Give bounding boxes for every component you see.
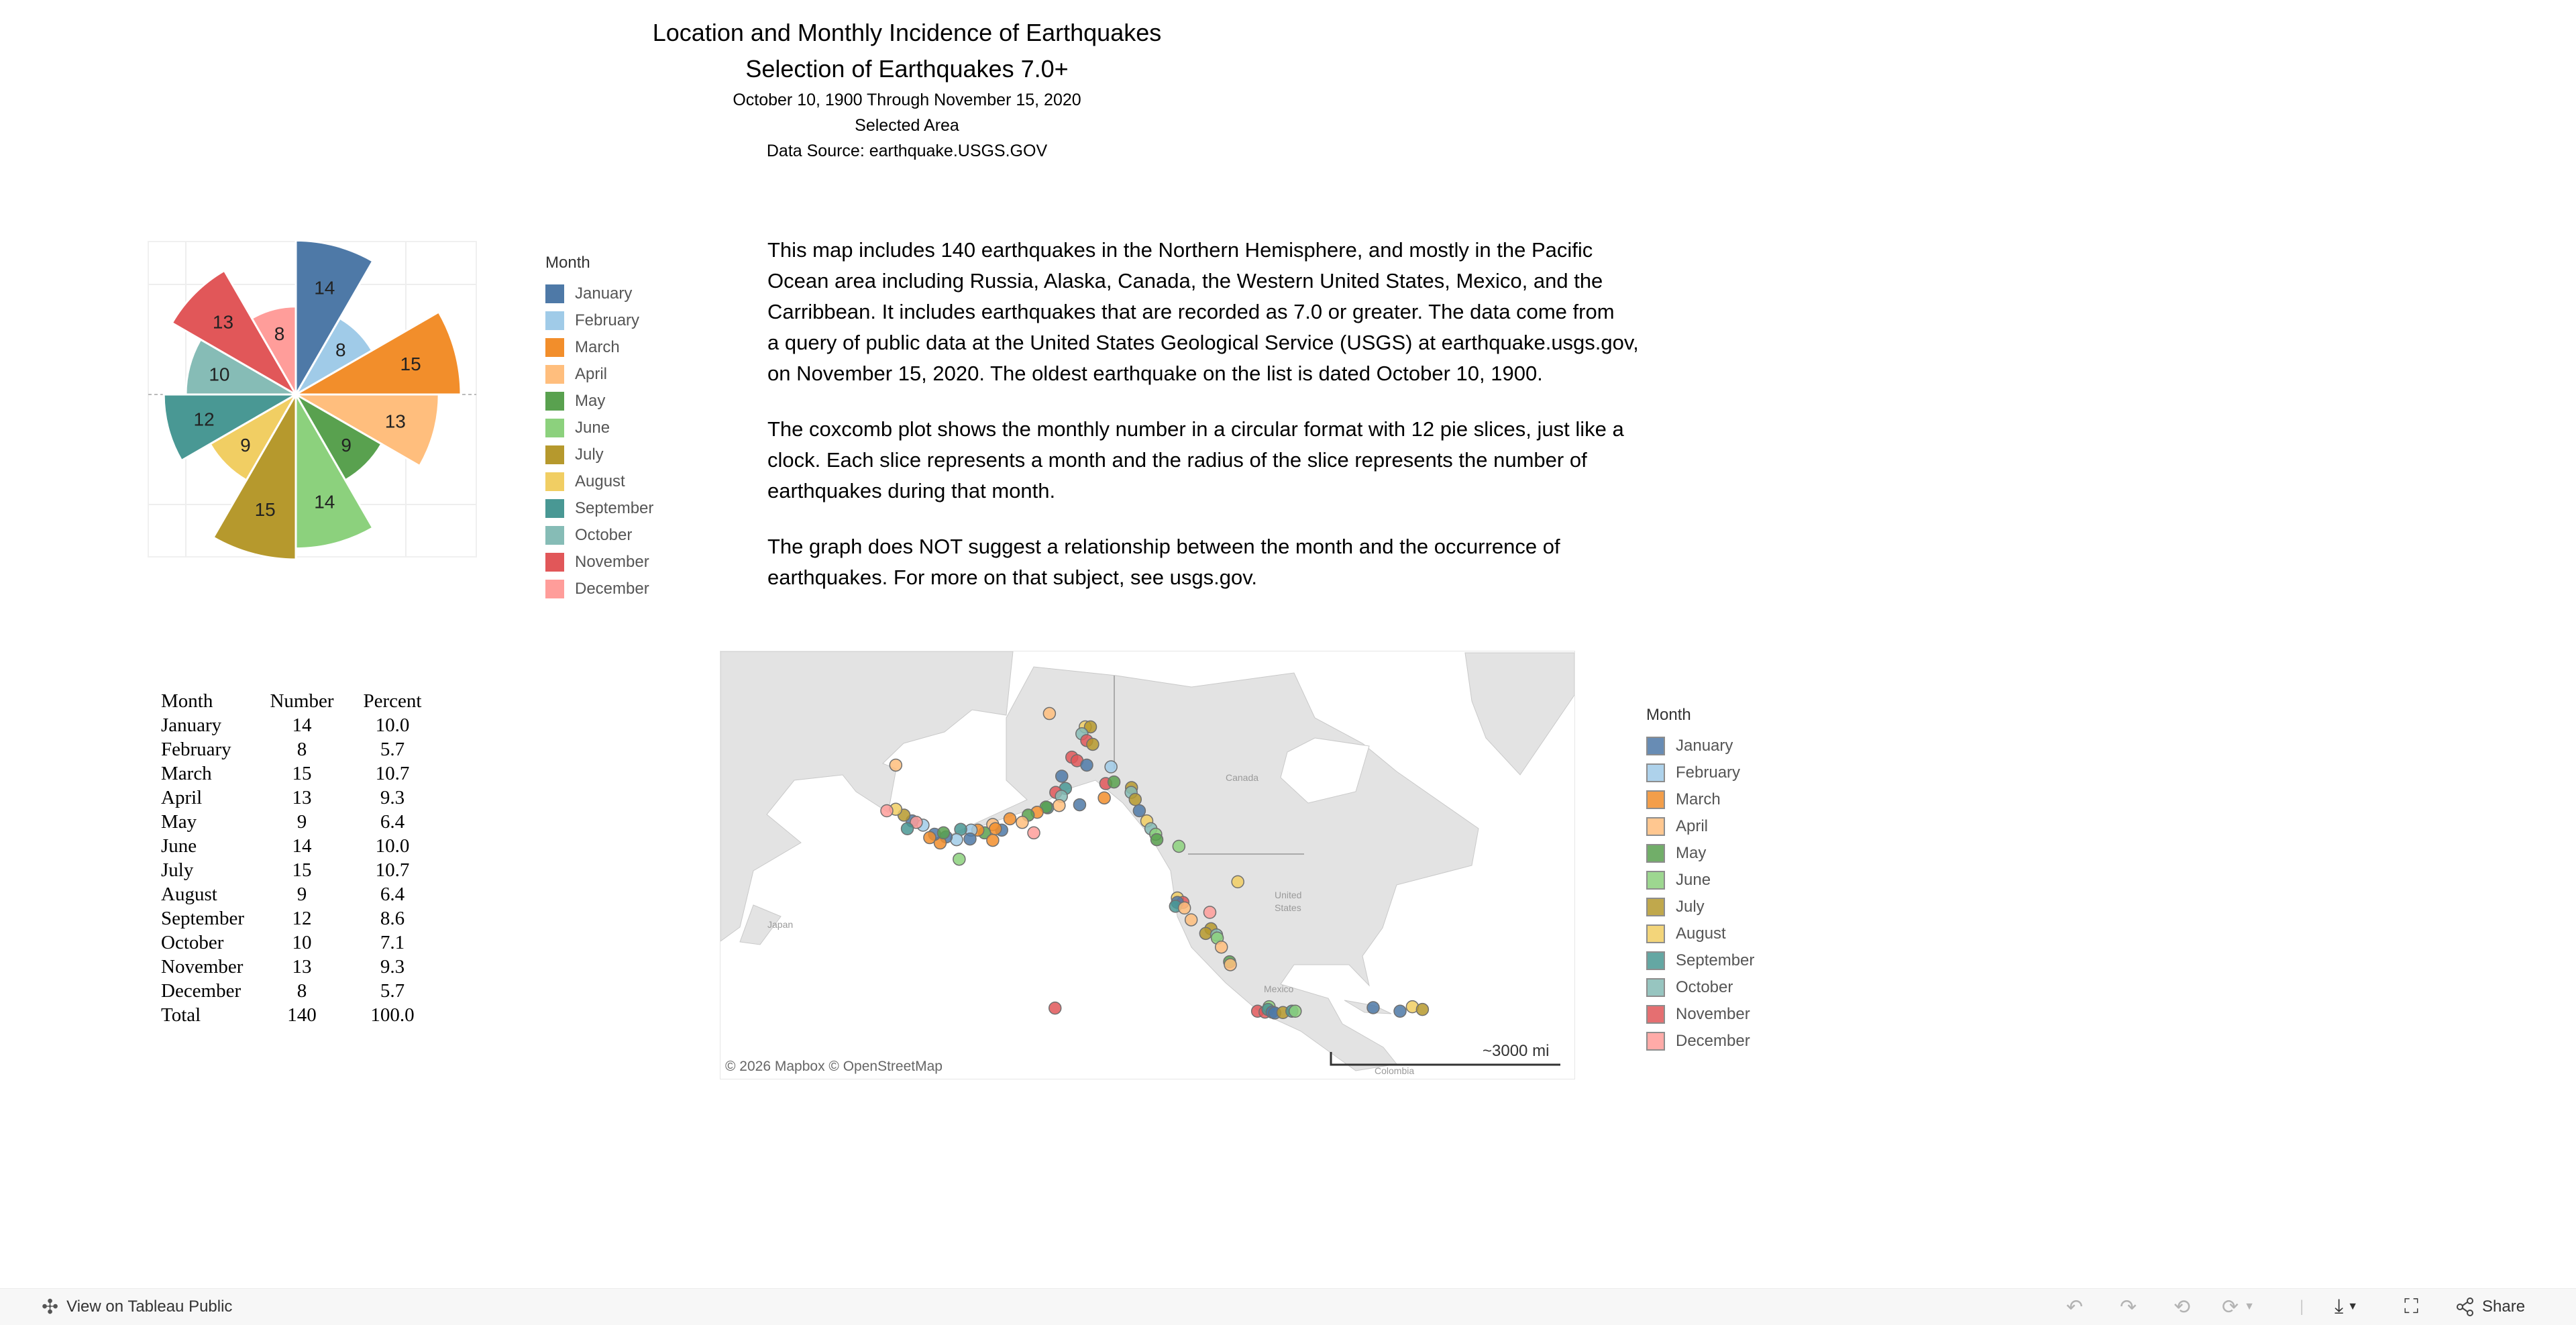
legend-label: November [1676,1005,1750,1023]
earthquake-point-march[interactable] [1004,812,1016,825]
earthquake-point-january[interactable] [1081,759,1093,771]
earthquake-point-april[interactable] [1216,941,1228,953]
legend-item-september[interactable] [545,495,653,522]
number-cell: 15 [292,859,312,881]
percent-cell: 100.0 [370,1004,415,1026]
earthquake-point-april[interactable] [1043,708,1055,720]
percent-cell: 5.7 [380,739,405,760]
number-cell: 10 [292,932,312,953]
month-cell: Total [161,1004,201,1026]
legend-label: January [575,284,633,303]
slice-label: 14 [314,277,335,299]
description-line: on November 15, 2020. The oldest earthquake on the list is dated October 10, 1900. [767,362,1543,385]
selected-area: Selected Area [855,116,959,135]
slice-label: 13 [212,311,234,333]
redo-icon: ↷ [2120,1295,2137,1318]
legend-label: October [1676,978,1733,996]
slice-label: 9 [240,435,251,456]
earthquake-point-july[interactable] [1087,738,1099,750]
earthquake-point-july[interactable] [1199,927,1212,939]
share-button[interactable] [2455,1289,2525,1325]
legend-label: August [1676,924,1726,943]
legend-label: December [575,580,649,598]
percent-cell: 10.0 [375,714,410,736]
earthquake-point-july[interactable] [1129,794,1141,806]
earthquake-point-august[interactable] [1232,876,1244,888]
percent-cell: 10.7 [375,763,410,784]
label-united: United [1275,890,1302,900]
percent-cell: 9.3 [380,787,405,808]
earthquake-point-march[interactable] [1098,792,1110,804]
legend-item-august[interactable] [1646,920,1754,947]
description-line: Ocean area including Russia, Alaska, Canada, the Western United States, Mexico, and the [767,269,1603,293]
legend-item-january[interactable] [1646,733,1754,759]
toolbar-divider: | [2300,1297,2304,1316]
legend-label: January [1676,737,1733,755]
download-icon: ⤓ [2334,1295,2344,1318]
percent-cell: 5.7 [380,980,405,1002]
legend-swatch [1646,737,1665,755]
description-line: clock. Each slice represents a month and the radius of the slice represents the number of [767,448,1587,472]
percent-cell: Percent [363,690,422,712]
earthquake-point-june[interactable] [1289,1005,1301,1017]
coxcomb-chart [0,0,510,604]
legend-item-november[interactable] [1646,1001,1754,1028]
legend-swatch [545,284,564,303]
redo-button[interactable] [2120,1289,2137,1325]
title-line: Location and Monthly Incidence of Earthquakes [652,19,1162,46]
legend-swatch [545,365,564,384]
earthquake-point-february[interactable] [1105,761,1117,773]
revert-icon: ⟲ [2174,1295,2191,1318]
legend-swatch [1646,817,1665,836]
legend-label: November [575,553,649,571]
legend-item-may[interactable] [545,388,653,415]
data-source: Data Source: earthquake.USGS.GOV [766,142,1048,160]
description-line: a query of public data at the United States Geological Service (USGS) at earthquake.usgs.gov, [767,331,1639,354]
chevron-down-icon: ▼ [2244,1301,2255,1312]
earthquake-map[interactable] [720,651,1575,1079]
table-row [161,906,443,931]
legend-item-august[interactable] [545,468,653,495]
slice-label: 13 [384,411,406,432]
table-row [161,882,443,906]
percent-cell: 10.7 [375,859,410,881]
map-canvas[interactable] [720,651,1574,1079]
earthquake-point-july[interactable] [1416,1004,1428,1016]
coxcomb-legend [545,254,653,602]
earthquake-point-january[interactable] [964,833,976,845]
earthquake-point-march[interactable] [987,835,999,847]
earthquake-point-september[interactable] [902,823,914,835]
legend-item-february[interactable] [545,307,653,334]
earthquake-point-may[interactable] [1151,834,1163,846]
legend-label: March [575,338,620,356]
earthquake-point-may[interactable] [1108,776,1120,788]
legend-item-april[interactable] [545,361,653,388]
legend-label: June [575,419,610,437]
legend-label: February [575,311,640,329]
slice-label: 8 [335,339,346,361]
legend-swatch [545,580,564,598]
legend-label: December [1676,1032,1750,1050]
description-line: earthquakes. For more on that subject, see usgs.gov. [767,566,1258,589]
label-canada: Canada [1226,772,1259,783]
earthquake-point-march[interactable] [989,823,1002,835]
earthquake-point-january[interactable] [1056,770,1068,782]
description-line: The graph does NOT suggest a relationship between the month and the occurrence of [767,535,1560,558]
legend-item-october[interactable] [1646,974,1754,1001]
label-colombia: Colombia [1375,1065,1415,1076]
month-cell: June [161,835,197,857]
description-line: This map includes 140 earthquakes in the Northern Hemisphere, and mostly in the Pacific [767,238,1593,262]
slice-label: 8 [274,323,285,344]
legend-swatch [545,526,564,545]
table-row [161,810,443,834]
month-cell: February [161,739,231,760]
earthquake-point-january[interactable] [1367,1002,1379,1014]
month-cell: July [161,859,194,881]
percent-cell: 9.3 [380,956,405,977]
legend-label: March [1676,790,1721,808]
description-line: Carribbean. It includes earthquakes that are recorded as 7.0 or greater. The data come from [767,300,1615,323]
number-cell: 9 [297,811,307,833]
earthquake-point-april[interactable] [1185,914,1197,926]
table-row [161,761,443,786]
table-row [161,955,443,979]
legend-item-october[interactable] [545,522,653,549]
legend-item-march[interactable] [1646,786,1754,813]
legend-label: August [575,472,625,490]
land-masses [720,651,1574,1071]
legend-item-march[interactable] [545,334,653,361]
legend-swatch [1646,1032,1665,1051]
earthquake-point-april[interactable] [1016,816,1028,829]
label-japan: Japan [767,919,794,930]
legend-swatch [545,392,564,411]
view-on-tableau-label: View on Tableau Public [66,1297,233,1316]
legend-label: September [1676,951,1755,969]
number-cell: 8 [297,739,307,760]
legend-item-december[interactable] [545,576,653,602]
table-row [161,834,443,858]
legend-label: July [1676,898,1705,916]
percent-cell: 6.4 [380,884,405,905]
table-row [161,979,443,1003]
earthquake-point-april[interactable] [1053,800,1065,812]
slice-label: 9 [341,435,352,456]
table-row [161,713,443,737]
fullscreen-button[interactable] [2404,1289,2418,1325]
label-states: States [1275,902,1301,913]
greenland-land [1465,653,1574,775]
percent-cell: 8.6 [380,908,405,929]
description-paragraph [767,235,1733,389]
earthquake-point-april[interactable] [1224,959,1236,971]
legend-swatch [1646,924,1665,943]
legend-swatch [545,472,564,491]
legend-label: May [1676,844,1707,862]
legend-label: July [575,445,604,464]
legend-item-november[interactable] [545,549,653,576]
legend-swatch [545,311,564,330]
month-cell: January [161,714,222,736]
label-mexico: Mexico [1264,984,1294,994]
legend-item-june[interactable] [545,415,653,441]
chevron-down-icon: ▼ [2347,1301,2359,1312]
table-row [161,737,443,761]
legend-swatch [1646,790,1665,809]
earthquake-point-december[interactable] [881,804,893,816]
view-on-tableau-button[interactable] [42,1289,232,1325]
tableau-logo-icon: ✣ [42,1295,59,1318]
legend-swatch [1646,951,1665,970]
legend-item-may[interactable] [1646,840,1754,867]
subtitle-line: Selection of Earthquakes 7.0+ [745,55,1069,83]
legend-swatch [1646,1005,1665,1024]
table-row [161,931,443,955]
earthquake-point-april[interactable] [1179,902,1191,914]
number-cell: 13 [292,956,312,977]
undo-icon: ↶ [2066,1295,2084,1318]
legend-item-january[interactable] [545,280,653,307]
earthquake-point-january[interactable] [1394,1005,1406,1017]
legend-item-june[interactable] [1646,867,1754,894]
number-cell: 13 [292,787,312,808]
number-cell: 15 [292,763,312,784]
earthquake-point-march[interactable] [924,832,936,844]
number-cell: 14 [292,714,312,736]
legend-title: Month [545,254,590,272]
chart-slices [164,240,461,560]
fullscreen-icon: ⛶ [2404,1295,2418,1318]
month-cell: December [161,980,241,1002]
legend-label: September [575,499,654,517]
number-cell: Number [270,690,334,712]
description-line: The coxcomb plot shows the monthly number in a circular format with 12 pie slices, just like a [767,417,1624,441]
earthquake-point-november[interactable] [1049,1002,1061,1014]
dashboard-title [523,15,1291,164]
number-cell: 12 [292,908,312,929]
slice-label: 10 [209,364,230,385]
revert-button[interactable] [2174,1289,2190,1325]
month-cell: March [161,763,212,784]
slice-label: 14 [314,491,335,513]
earthquake-point-may[interactable] [937,827,949,839]
legend-swatch [1646,898,1665,916]
description-line: earthquakes during that month. [767,479,1056,502]
month-cell: April [161,787,203,808]
download-button[interactable] [2334,1289,2358,1325]
legend-swatch [1646,763,1665,782]
legend-item-july[interactable] [545,441,653,468]
legend-label: April [1676,817,1709,835]
number-cell: 8 [297,980,307,1002]
earthquake-point-june[interactable] [953,853,965,865]
legend-item-september[interactable] [1646,947,1754,974]
bottom-toolbar [0,1288,2576,1325]
legend-swatch [1646,844,1665,863]
legend-item-february[interactable] [1646,759,1754,786]
legend-label: June [1676,871,1711,889]
month-cell: November [161,956,244,977]
earthquake-point-january[interactable] [1133,804,1145,816]
refresh-button[interactable] [2222,1289,2255,1325]
description-paragraph [767,531,1733,593]
number-cell: 140 [287,1004,317,1026]
legend-swatch [545,445,564,464]
table-header [161,689,443,713]
legend-label: October [575,526,633,544]
legend-swatch [1646,978,1665,997]
earthquake-point-december[interactable] [1028,827,1040,839]
map-attribution[interactable]: © 2026 Mapbox © OpenStreetMap [722,1059,945,1075]
month-cell: Month [161,690,213,712]
slice-label: 15 [254,499,276,521]
number-cell: 14 [292,835,312,857]
legend-title: Month [1646,706,1691,724]
share-label: Share [2482,1297,2526,1316]
table-row [161,786,443,810]
slice-label: 15 [400,354,421,375]
legend-item-december[interactable] [1646,1028,1754,1055]
legend-label: April [575,365,608,383]
legend-swatch [545,553,564,572]
percent-cell: 10.0 [375,835,410,857]
month-cell: September [161,908,245,929]
share-icon [2455,1297,2475,1317]
legend-swatch [545,338,564,357]
legend-swatch [545,499,564,518]
scale-label: ~3000 mi [1483,1042,1550,1060]
date-range: October 10, 1900 Through November 15, 2020 [733,91,1081,109]
number-cell: 9 [297,884,307,905]
percent-cell: 6.4 [380,811,405,833]
map-legend [1646,706,1754,1055]
monthly-table [161,689,443,1027]
earthquake-point-april[interactable] [890,759,902,771]
asia-land [720,651,1013,941]
legend-swatch [545,419,564,437]
legend-item-july[interactable] [1646,894,1754,920]
refresh-icon: ⟳ [2222,1295,2239,1318]
legend-swatch [1646,871,1665,890]
table-row [161,858,443,882]
percent-cell: 7.1 [380,932,405,953]
legend-label: February [1676,763,1741,782]
earthquake-point-june[interactable] [1173,840,1185,852]
legend-item-april[interactable] [1646,813,1754,840]
undo-button[interactable] [2066,1289,2083,1325]
month-cell: October [161,932,224,953]
slice-label: 12 [193,409,215,430]
legend-label: May [575,392,606,410]
month-cell: May [161,811,197,833]
table-row [161,1003,443,1027]
description-paragraph [767,414,1733,507]
description-text [767,235,1733,618]
month-cell: August [161,884,217,905]
earthquake-point-december[interactable] [1203,906,1216,918]
earthquake-point-january[interactable] [1073,799,1085,811]
